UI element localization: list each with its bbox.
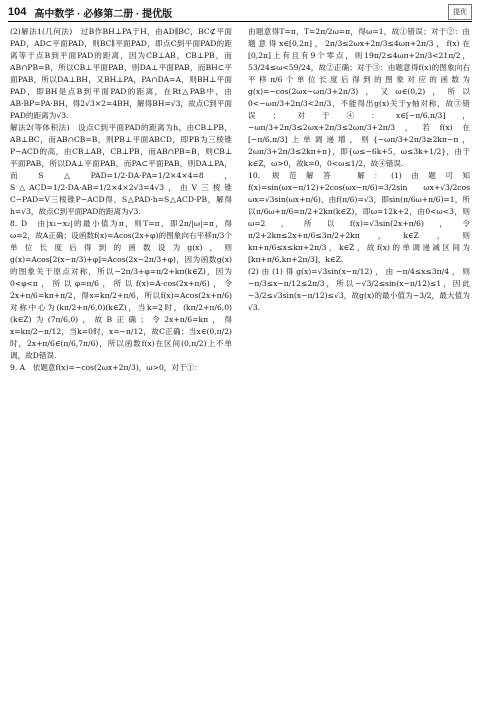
question-10-part-2: (2)由(1)得g(x)=√3sin(x−π/12)，由−π/4≤x≤3π/4，则−π/3≤x−π/12≤2π/3，所以−√3/2≤sin(x−π/12)≤1，因此−3/2≤√3sin(x−π/12)≤√3，故g(x)的最小值为−3/2，最大值为√3. bbox=[248, 266, 470, 312]
page-header bbox=[8, 4, 472, 20]
question-8-answer: 8. D 由|x₁−x₂|的最小值为π，则T=π，即2π/|ω|=π，得ω=2，故A正确；设函数f(x)=Acos(2x+φ)的图象向右平移π/3个单位长度后得到的函数设为g(x)，则g(x)=Acos[2(x−π/3)+φ]=Acos(2x−2π/3+φ)，因为函数g(x)的图象关于原点对称，所以−2π/3+φ=π/2+kπ(k∈Z)，因为0<φ<π，所以φ=π/6，所以f(x)=A·cos(2x+π/6)，令2x+π/6=kπ+π/2，得x=kπ/2+π/6，所以f(x)=Acos(2x+π/6)对称中心为(kπ/2+π/6,0)(k∈Z)，当k=2时，(kπ/2+π/6,0)(k∈Z)为(7π/6,0)，故B正确；令2x+π/6=kπ，得x=kπ/2−π/12，当k=0时，x=−π/12，故C正确；当x∈(0,π/2)时，2x+π/6∈(π/6,7π/6)，所以函数f(x)在区间(0,π/2)上不单调，故D错误. bbox=[10, 218, 232, 360]
right-column bbox=[248, 26, 470, 696]
book-title: 高中数学 · 必修第二册 · 提优版 bbox=[34, 8, 173, 20]
header-rule bbox=[8, 21, 472, 22]
publisher-logo: 提优 bbox=[448, 4, 472, 20]
left-column bbox=[10, 26, 232, 696]
page-number: 104 bbox=[8, 6, 27, 18]
question-9-answer-start: 9. A 依题意f(x)=−cos(2ωx+2π/3)，ω>0，对于①： bbox=[10, 362, 202, 372]
question-9-answer-continued: 由题意得T=π，T=2π/2ω=π，得ω=1，故①错误；对于②：由题意得x∈[0,2π]，2π/3≤2ωx+2π/3≤4ωπ+2π/3，f(x)在[0,2π]上有且有9个零点，则19π/2≤4ωπ+2π/3<21π/2，53/24≤ω<59/24，故②正确；对于③：由题意得f(x)的图象向右平移π/6个单位长度后得到的图象对应的函数为g(x)=−cos(2ωx−ωπ/3+2π/3)，又ω∈(0,2)，所以0<−ωπ/3+2π/3<2π/3，不能得出g(x)关于y轴对称，故③错误；对于④：x∈[−π/6,π/3]，−ωπ/3+2π/3≤2ωx+2π/3≤2ωπ/3+2π/3，若f(x)在[−π/6,π/3]上单调递增，则{−ωπ/3+2π/3≥2kπ−π，2ωπ/3+2π/3≤2kπ+π}，即{ω≤−6k+5，ω≤3k+1/2}，由于k∈Z，ω>0，故k=0，0<ω≤1/2，故④错误. bbox=[248, 27, 470, 168]
solution-2-method-2: 解法2(等体积法) 设点C到平面PAD的距离为h，由CB⊥PB，AB⊥BC，而AB∩CB=B，则PB⊥平面ABCD，即PB为三棱锥P−ACD的高，由CB⊥AB，CB⊥PB，而AB∩PB=B，则CB⊥平面PAB，所以DA⊥平面PAB，而PA⊂平面PAB，则DA⊥PA，而S△PAD=1/2·DA·PA=1/2×4×4=8，S△ACD=1/2·DA·AB=1/2×4×2√3=4√3，由V三棱锥C−PAD=V三棱锥P−ACD得，S△PAD·h=S△ACD·PB，解得h=√3，故点C到平面PAD的距离为√3. bbox=[10, 122, 232, 216]
question-10-answer: 10. 规范解答 解：(1)由题可知f(x)=sin(ωx−π/12)+2cos(ωx−π/6)=3/2sin ωx+√3/2cos ωx=√3sin(ωx+π/6)，由f(π/6)=√3，即sin(π/6ω+π/6)=1，所以π/6ω+π/6=π/2+2kπ(k∈Z)，即ω=12k+2，由0<ω<3，则ω=2，所以f(x)=√3sin(2x+π/6)，令π/2+2kπ≤2x+π/6≤3π/2+2kπ，k∈Z，则kπ+π/6≤x≤kπ+2π/3，k∈Z，故f(x)的单调递减区间为[kπ+π/6,kπ+2π/3]，k∈Z. bbox=[248, 170, 470, 264]
solution-2-method-1: (2)解法1(几何法) 过B作BH⊥PA于H，由AD∥BC，BC⊄平面PAD，AD⊂平面PAD，则BC∥平面PAD，即点C到平面PAD的距离等于点B到平面PAD的距离，因为CB⊥AB，CB⊥PB，而AB∩PB=B，所以CB⊥平面PAB，则DA⊥平面PAB，而BH⊂平面PAB，所以DA⊥BH，又BH⊥PA，PA∩DA=A，则BH⊥平面PAD，即BH是点B到平面PAD的距离，在Rt△PAB中，由AB·BP=PA·BH，得2√3×2=4BH，解得BH=√3，故点C到平面PAD的距离为√3. bbox=[10, 27, 232, 120]
